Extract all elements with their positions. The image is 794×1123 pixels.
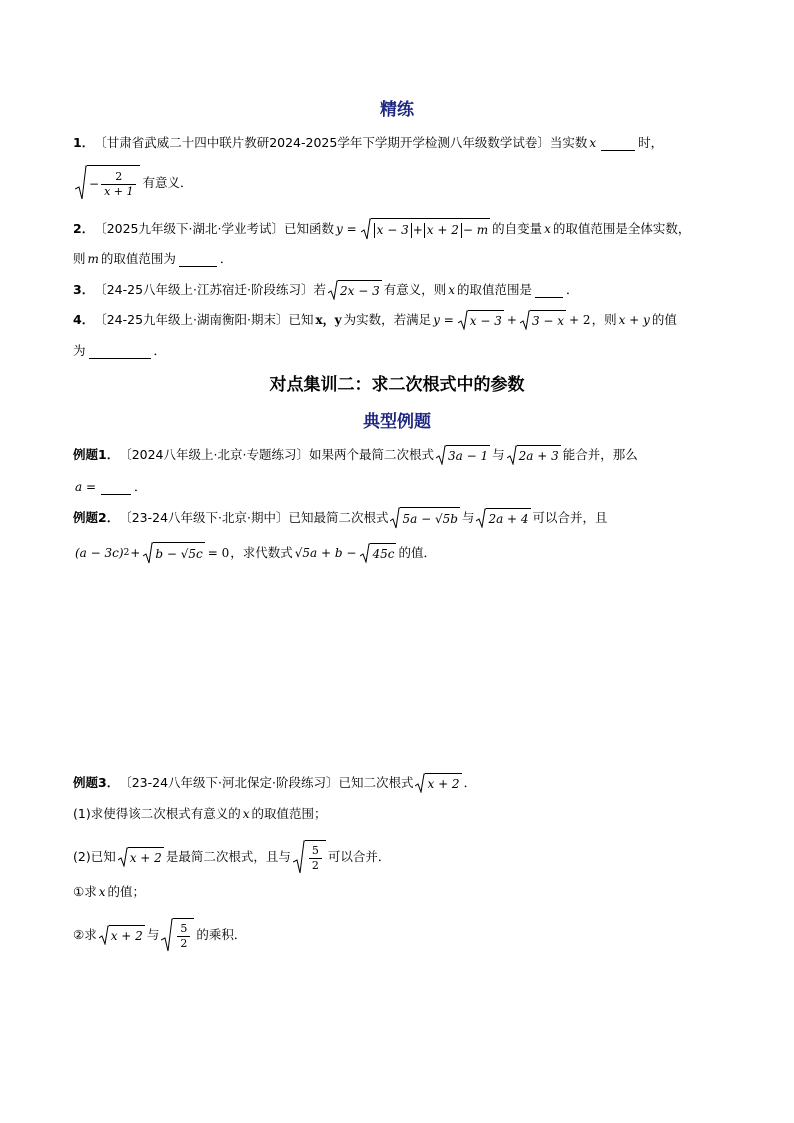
answer-blank[interactable] — [535, 283, 563, 298]
radicand: x − 3 — [468, 310, 504, 330]
radical-sign — [476, 508, 486, 528]
question-text: 的值． — [398, 545, 436, 560]
sqrt-expression — [99, 925, 145, 945]
example-label: 例题1． — [73, 447, 120, 462]
example-2-line-1 — [73, 507, 608, 529]
fraction: $\frac{2}{x + 1}$ — [101, 170, 136, 199]
question-2-line-1 — [73, 218, 690, 240]
radical-sign — [458, 310, 468, 330]
punctuation: ． — [463, 775, 477, 790]
question-text: (1)求使得该二次根式有意义的 — [73, 806, 241, 821]
variable: x — [98, 885, 106, 899]
question-text: 的值 — [651, 312, 677, 327]
expression: a = — [75, 480, 97, 494]
sqrt-expression — [360, 543, 396, 563]
radical-sign — [507, 445, 517, 465]
radicand: 3 − x — [530, 310, 566, 330]
variable: x — [448, 283, 456, 297]
question-text: 可以合并，且 — [532, 510, 608, 525]
function-lhs: y = — [335, 222, 357, 236]
question-text: 的乘积． — [196, 927, 247, 942]
term: + 2 — [569, 313, 591, 327]
radicand: 5a − √5b — [400, 507, 459, 529]
question-text: ①求 — [73, 884, 97, 899]
question-4-line-1 — [73, 310, 677, 330]
expression: (a − 3c) — [75, 546, 124, 560]
sqrt-expression — [390, 507, 459, 529]
question-3 — [73, 280, 579, 300]
question-text: ，求代数式 — [230, 545, 293, 560]
variable: x — [544, 222, 551, 236]
question-text: 〔24-25九年级上·湖南衡阳·期末〕已知 — [94, 312, 314, 327]
expression: x + y — [618, 313, 650, 327]
example-3-sub-2 — [73, 918, 246, 952]
radicand: 2x − 3 — [338, 280, 382, 300]
punctuation: ． — [219, 251, 233, 266]
question-text: 的取值范围； — [251, 806, 327, 821]
example-label: 例题2． — [73, 510, 120, 525]
radical-sign — [360, 543, 370, 563]
example-1-line-2 — [73, 477, 147, 497]
section-title-parameters: 对点集训二：求二次根式中的参数 — [269, 375, 525, 395]
radicand — [305, 840, 326, 874]
example-3-line-1 — [73, 773, 476, 793]
question-text: 时， — [638, 135, 664, 150]
question-text: 是最简二次根式，且与 — [165, 849, 291, 864]
question-number: 3． — [73, 282, 95, 297]
question-text: ②求 — [73, 927, 97, 942]
radicand: x + 2 — [425, 773, 461, 793]
radical-sign — [520, 310, 530, 330]
expression: √5a + b − — [294, 546, 357, 560]
radical-sign — [436, 445, 446, 465]
radical-sign — [328, 280, 338, 300]
radicand: 3a − 1 — [446, 445, 490, 465]
example-3-part-1 — [73, 804, 327, 824]
question-text: 的取值范围是 — [457, 282, 533, 297]
variable: x — [242, 807, 250, 821]
sqrt-expression — [436, 445, 490, 465]
question-text: 与 — [461, 510, 475, 525]
sqrt-expression — [458, 310, 504, 330]
section-title-examples: 典型例题 — [363, 412, 431, 432]
question-text: 的取值范围是全体实数， — [552, 221, 691, 236]
question-number: 2． — [73, 221, 95, 236]
sqrt-expression — [507, 445, 561, 465]
question-text: (2)已知 — [73, 849, 116, 864]
radical-sign — [415, 773, 425, 793]
term: − m — [462, 222, 489, 237]
sqrt-expression — [118, 847, 164, 867]
radicand: 2a + 3 — [517, 445, 561, 465]
fraction: $\frac{5}{2}$ — [177, 922, 190, 951]
sqrt-expression — [75, 165, 140, 201]
question-text: ，则 — [591, 312, 617, 327]
radicand: x + 2 — [128, 847, 164, 867]
punctuation: ． — [566, 282, 579, 297]
section-title-practice: 精练 — [380, 100, 414, 120]
exponent: 2 — [123, 548, 130, 558]
radicand: 2a + 4 — [486, 508, 530, 528]
question-text: 能合并，那么 — [562, 447, 638, 462]
radicand: 45c — [370, 543, 396, 563]
question-number: 4． — [73, 312, 95, 327]
question-1-line-2 — [73, 165, 193, 201]
variable: m — [87, 252, 99, 266]
radical-sign — [361, 218, 371, 240]
sqrt-expression — [328, 280, 382, 300]
question-text: 〔24-25八年级上·江苏宿迁·阶段练习〕若 — [94, 282, 326, 297]
question-text: 与 — [492, 447, 505, 462]
radicand: − $\frac{2}{x + 1}$ — [87, 165, 140, 201]
operator: + — [130, 546, 141, 560]
answer-blank[interactable] — [179, 252, 217, 267]
radicand: b − √5c — [153, 542, 204, 564]
question-text: 与 — [146, 927, 160, 942]
question-text: 〔甘肃省武威二十四中联片教研2024-2025学年下学期开学检测八年级数学试卷〕当实数 — [94, 135, 588, 150]
question-number: 1． — [73, 135, 95, 150]
variable: x — [589, 136, 597, 150]
example-3-part-2 — [73, 840, 390, 874]
punctuation: ． — [153, 343, 167, 358]
question-text: 〔2024八年级上·北京·专题练习〕如果两个最简二次根式 — [119, 447, 434, 462]
question-2-line-2 — [73, 249, 232, 269]
function-lhs: y = — [433, 313, 454, 327]
sqrt-expression — [415, 773, 461, 793]
abs-term: x + 2 — [424, 223, 462, 238]
sqrt-expression — [143, 542, 204, 564]
operator: + — [506, 313, 517, 327]
answer-blank[interactable] — [89, 344, 151, 359]
example-1-line-1 — [73, 445, 638, 465]
radical-sign — [75, 165, 87, 201]
question-text: 有意义，则 — [383, 282, 447, 297]
question-text: 为实数，若满足 — [343, 312, 432, 327]
example-label: 例题3． — [73, 775, 120, 790]
question-text: 为 — [73, 343, 86, 358]
sqrt-expression — [161, 918, 194, 952]
radical-sign — [390, 507, 400, 529]
answer-blank[interactable] — [101, 480, 131, 495]
radical-sign — [99, 925, 109, 945]
answer-blank[interactable] — [601, 136, 635, 151]
question-4-line-2 — [73, 341, 166, 361]
question-text: 则 — [73, 251, 86, 266]
radical-sign — [293, 840, 305, 874]
abs-term: x − 3 — [374, 223, 412, 238]
question-text: 的值； — [107, 884, 146, 899]
question-text: 〔23-24八年级下·河北保定·阶段练习〕已知二次根式 — [119, 775, 414, 790]
sqrt-expression — [520, 310, 566, 330]
question-text: 〔2025九年级下·湖北·学业考试〕已知函数 — [94, 221, 334, 236]
radicand: x − 3 + x + 2 − m — [371, 218, 491, 240]
question-text: 的自变量 — [492, 221, 543, 236]
radical-sign — [143, 542, 153, 564]
sqrt-expression — [361, 218, 491, 240]
equation-rhs: = 0 — [207, 546, 230, 560]
radicand: x + 2 — [109, 925, 145, 945]
example-2-line-2 — [73, 542, 436, 564]
question-text: 有意义． — [142, 175, 193, 190]
question-1-line-1 — [73, 133, 663, 153]
variables: x，y — [315, 313, 342, 327]
sqrt-expression — [476, 508, 530, 528]
fraction: $\frac{5}{2}$ — [309, 844, 322, 873]
sqrt-expression — [293, 840, 326, 874]
question-text: 的取值范围为 — [100, 251, 176, 266]
radical-sign — [118, 847, 128, 867]
question-text: 可以合并． — [327, 849, 391, 864]
radicand — [173, 918, 194, 952]
punctuation: ． — [134, 479, 147, 494]
radical-sign — [161, 918, 173, 952]
question-text: 〔23-24八年级下·北京·期中〕已知最简二次根式 — [119, 510, 389, 525]
example-3-sub-1 — [73, 882, 145, 902]
